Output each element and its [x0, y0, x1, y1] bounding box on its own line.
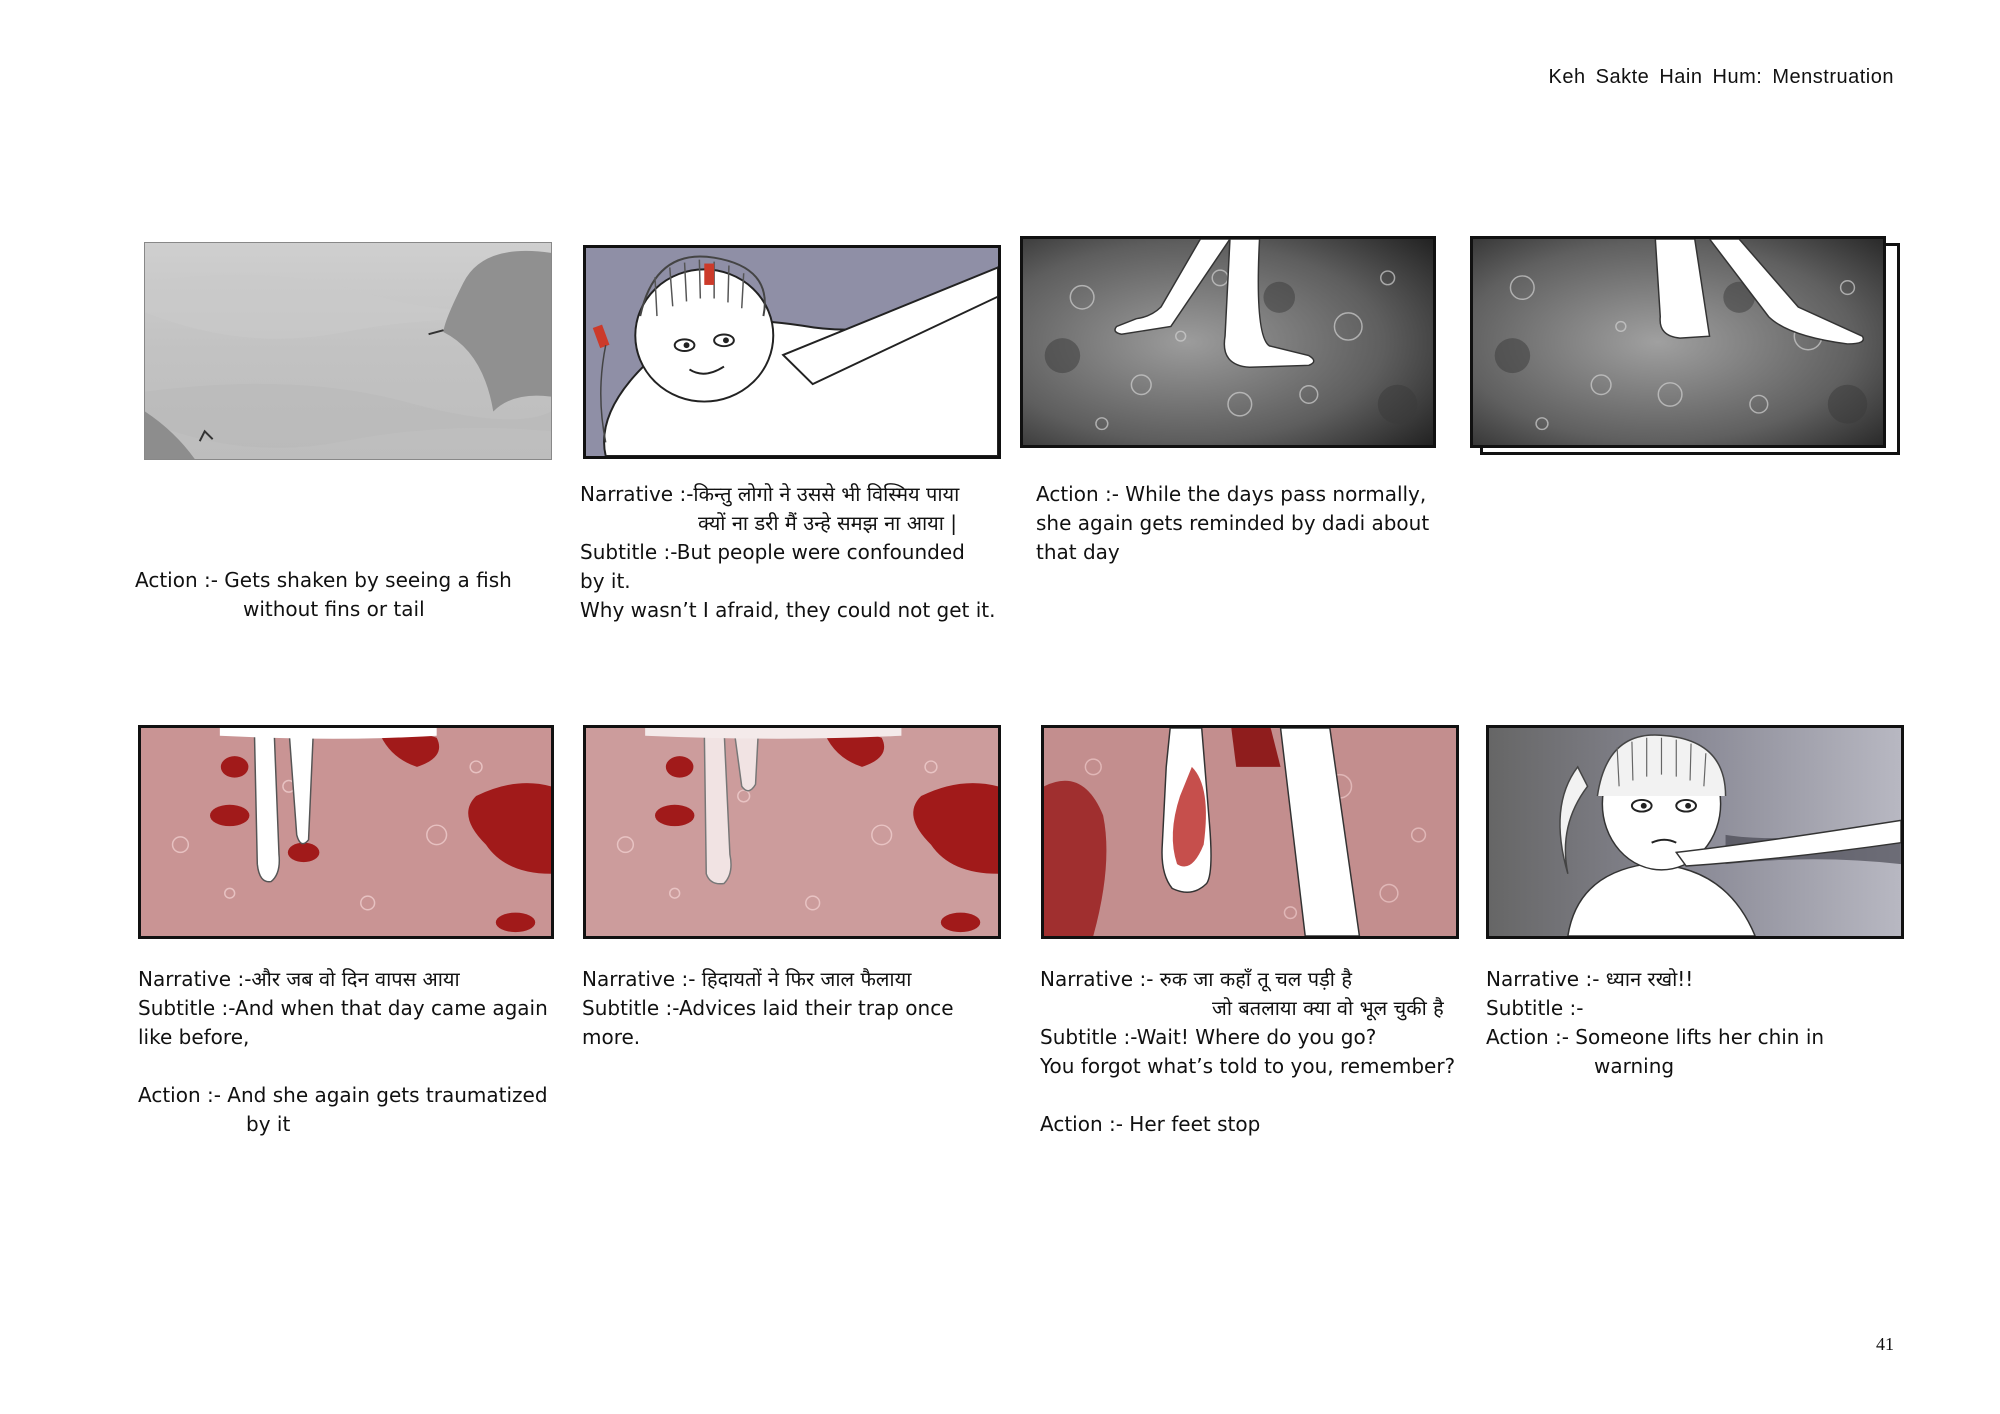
caption-panel-1 [135, 566, 512, 624]
storyboard-frame-2 [583, 245, 1001, 459]
page-number: 41 [1876, 1334, 1894, 1354]
caption-line: Action :- Gets shaken by seeing a fish [135, 568, 512, 592]
caption-panel-2 [580, 480, 996, 625]
caption-panel-6 [582, 965, 954, 1052]
page-header-title: Keh Sakte Hain Hum: Menstruation [1548, 66, 1894, 88]
caption-line: Subtitle :-Advices laid their trap once [582, 996, 954, 1020]
caption-panel-5 [138, 965, 548, 1139]
caption-panel-7 [1040, 965, 1455, 1139]
storyboard-frame-5 [138, 725, 554, 939]
storyboard-frame-6 [583, 725, 1001, 939]
caption-line: Subtitle :- [1486, 996, 1584, 1020]
caption-line: Narrative :- ध्यान रखो!! [1486, 967, 1694, 991]
storyboard-frame-3 [1020, 236, 1436, 448]
caption-line: जो बतलाया क्या वो भूल चुकी है [1212, 996, 1444, 1020]
caption-line: Subtitle :-Wait! Where do you go? [1040, 1025, 1377, 1049]
fish-wash-illustration [145, 243, 551, 459]
moon-surface-legs-illustration-2 [1473, 239, 1883, 445]
moon-surface-legs-illustration [1023, 239, 1433, 445]
caption-line: Action :- And she again gets traumatized [138, 1083, 548, 1107]
caption-line: without fins or tail [243, 597, 425, 621]
caption-line: Narrative :-किन्तु लोगो ने उससे भी विस्मिय पाया [580, 482, 960, 506]
girl-pointing-illustration [586, 248, 998, 456]
caption-line: Action :- Someone lifts her chin in [1486, 1025, 1825, 1049]
caption-line: she again gets reminded by dadi about [1036, 511, 1430, 535]
storyboard-frame-1 [144, 242, 552, 460]
caption-line: Action :- While the days pass normally, [1036, 482, 1427, 506]
caption-line: warning [1594, 1054, 1675, 1078]
red-moon-faded-legs-illustration [586, 728, 998, 936]
storyboard-frame-8 [1486, 725, 1904, 939]
caption-line: Narrative :-और जब वो दिन वापस आया [138, 967, 460, 991]
caption-panel-3 [1036, 480, 1429, 567]
red-moon-legs-illustration [141, 728, 551, 936]
caption-line: You forgot what’s told to you, remember? [1040, 1054, 1456, 1078]
caption-line: Why wasn’t I afraid, they could not get it. [580, 598, 996, 622]
caption-line: Subtitle :-But people were confounded [580, 540, 965, 564]
caption-line: by it. [580, 569, 631, 593]
storyboard-frame-7 [1041, 725, 1459, 939]
caption-panel-8 [1486, 965, 1824, 1081]
caption-line: like before, [138, 1025, 250, 1049]
caption-line: by it [246, 1112, 291, 1136]
bloody-foot-illustration [1044, 728, 1456, 936]
storyboard-frame-4 [1470, 236, 1886, 448]
caption-line: more. [582, 1025, 641, 1049]
caption-line: Action :- Her feet stop [1040, 1112, 1261, 1136]
caption-line: that day [1036, 540, 1120, 564]
caption-line: Narrative :- रुक जा कहाँ तू चल पड़ी है [1040, 967, 1352, 991]
girl-chin-lifted-illustration [1489, 728, 1901, 936]
caption-line: क्यों ना डरी मैं उन्हे समझ ना आया | [698, 511, 958, 535]
caption-line: Subtitle :-And when that day came again [138, 996, 548, 1020]
caption-line: Narrative :- हिदायतों ने फिर जाल फैलाया [582, 967, 912, 991]
